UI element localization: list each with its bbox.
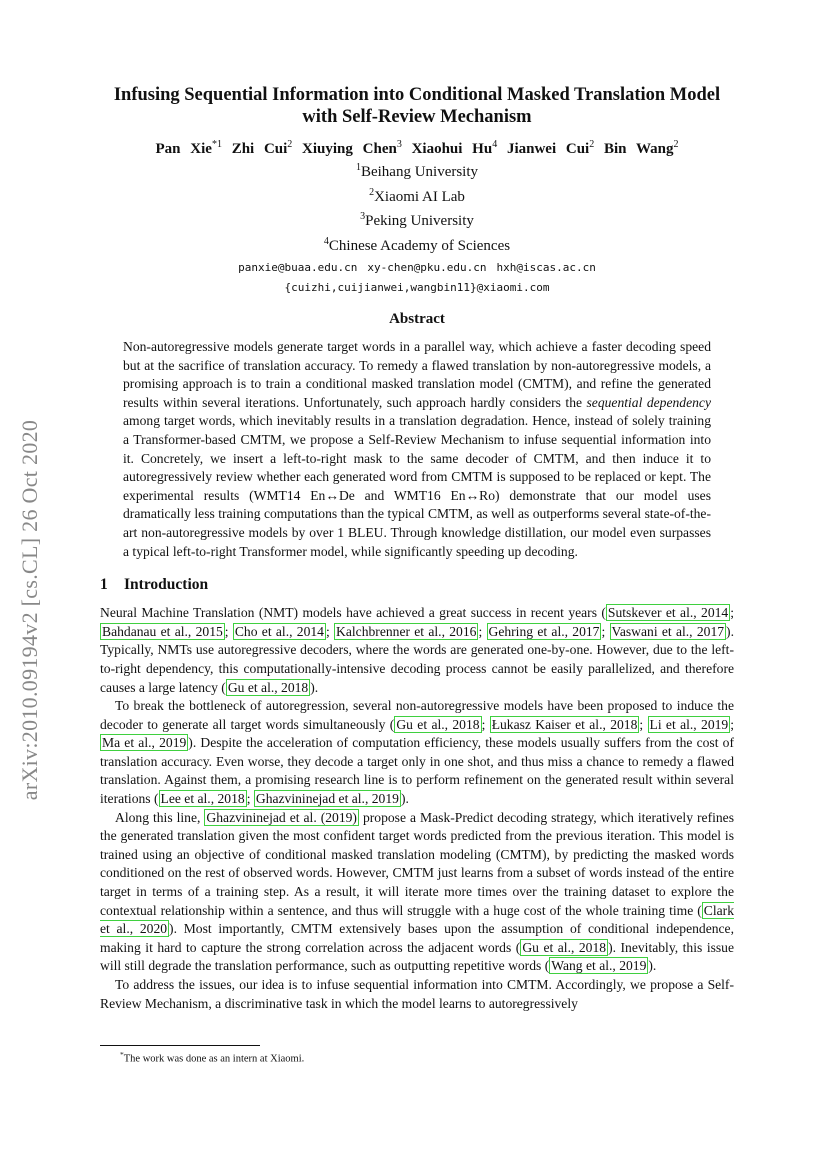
affiliation-list (100, 158, 734, 256)
author-name: Bin Wang$^2$ (603, 139, 679, 157)
citation-link[interactable]: Gu et al., 2018 (522, 939, 607, 955)
section-number: 1 (100, 576, 108, 594)
citation-link[interactable]: Cho et al., 2014 (234, 623, 324, 639)
citation-link[interactable]: Kalchbrenner et al., 2016 (336, 623, 477, 639)
author-affiliation-mark: 2 (287, 139, 293, 150)
abstract-part-1: Non-autoregressive models generate target words in a parallel way, which achieve a faster decoding speed but at the sacrifice of translation accuracy. To remedy a flawed translation by non-autoregressive models, a promising approach is to train a conditional masked translation model (CMTM), and refine the generated results within several iterations. Unfortunately, such approach hardly considers the (123, 339, 711, 410)
footnote-rule (100, 1045, 260, 1046)
author-affiliation-mark: 2 (589, 139, 595, 150)
author-name: Jianwei Cui$^2$ (506, 139, 595, 157)
introduction-body (100, 604, 734, 1013)
affiliation: $^3$Peking University (360, 211, 474, 229)
citation-link[interactable]: Łukasz Kaiser et al., 2018 (491, 716, 638, 732)
abstract-part-2: among target words, which inevitably results in a translation degradation. Hence, instead of solely training a Transformer-based CMTM, we propose a Self-Review Mechanism to infuse sequential information into it. Concretely, we insert a left-to-right mask to the same decoder of CMTM, and then induce it to autoregressively review whether each generated word from CMTM is supposed to be replaced or kept. The experimental results (WMT14 En↔De and WMT16 En↔Ro) demonstrate that our model uses dramatically less training computations than the typical CMTM, as well as outperforms several state-of-the-art non-autoregressive models by over 1 BLEU. Through knowledge distillation, our model even surpasses a typical left-to-right Transformer model, while significantly speeding up decoding. (123, 413, 711, 559)
citation-link[interactable]: Clark et al., 2020 (100, 902, 734, 937)
abstract-heading: Abstract (389, 311, 445, 327)
author-name: Zhi Cui$^2$ (231, 139, 293, 157)
section-title: Introduction (124, 576, 209, 594)
citation-link[interactable]: Wang et al., 2019 (551, 958, 647, 974)
email-block (100, 258, 734, 298)
author-name: Pan Xie$^{*1}$ (155, 139, 222, 157)
email-line-1 (100, 258, 734, 278)
paragraph-4: To address the issues, our idea is to infuse sequential information into CMTM. Accordingly, we propose a Self-Review Mechanism, a discriminative task in which the model learns to autoregressively (100, 977, 734, 1011)
paragraph-3: Along this line, Ghazvininejad et al. (2019) propose a Mask-Predict decoding strategy, which iteratively refines the generated translation given the most confident target words predicted from the previous iteration. This model is trained using an objective of conditional masked translation modeling (CMTM), by predicting the masked words conditioned on the rest of observed words. However, CMTM just learns from a subset of words instead of the entire target in terms of a training step. As a result, it will iterate more times over the training dataset to explore the contextual relationship within a sentence, and thus will struggle with a huge cost of the whole training time ( Clark et al., 2020 ). Most importantly, CMTM extensively bases upon the assumption of conditional independence, making it hard to capture the strong correlation across the adjacent words ( Gu et al., 2018 ). Inevitably, this issue will still degrade the translation performance, such as outputting repetitive words ( Wang et al., 2019 ). (100, 809, 735, 974)
citation-link[interactable]: Gehring et al., 2017 (488, 623, 600, 639)
author-affiliation-mark: 2 (673, 139, 679, 150)
paragraph-2: To break the bottleneck of autoregression, several non-autoregressive models have been proposed to induce the decoder to generate all target words simultaneously ( Gu et al., 2018 ; Łukasz Kaiser et al., 2018 ; Li et al., 2019 ; Ma et al., 2019 ). Despite the acceleration of computation efficiency, these models usually suffers from the cost of translation accuracy. Even worse, they decode a target only in one shot, and thus miss a chance to remedy a flawed translation. Against them, a promising research line is to perform refinement on the generated result within several iterations ( Lee et al., 2018 ; Ghazvininejad et al., 2019 ). (100, 698, 734, 807)
citation-link[interactable]: Bahdanau et al., 2015 (102, 623, 223, 639)
footnote-mark: * (120, 1050, 124, 1059)
citation-link[interactable]: Ghazvininejad et al. (2019) (206, 809, 357, 825)
abstract-italic-term: sequential dependency (586, 394, 711, 410)
author-affiliation-mark: 4 (492, 139, 498, 150)
author-email: hxh@iscas.ac.cn (496, 261, 596, 274)
email-line-2: {cuizhi,cuijianwei,wangbin11}@xiaomi.com (284, 281, 550, 294)
author-list (100, 139, 734, 158)
author-email: xy-chen@pku.edu.cn (367, 261, 487, 274)
citation-link[interactable]: Gu et al., 2018 (396, 716, 480, 732)
footnote (120, 1050, 304, 1065)
author-affiliation-mark: *1 (211, 139, 222, 150)
abstract-text (123, 338, 711, 561)
author-affiliation-mark: 3 (396, 139, 402, 150)
citation-link[interactable]: Ma et al., 2019 (102, 735, 187, 751)
citation-link[interactable]: Gu et al., 2018 (227, 679, 309, 695)
paper-page (100, 84, 734, 1013)
citation-link[interactable]: Sutskever et al., 2014 (607, 605, 729, 621)
author-email: panxie@buaa.edu.cn (238, 261, 358, 274)
citation-link[interactable]: Lee et al., 2018 (160, 791, 245, 807)
citation-link[interactable]: Vaswani et al., 2017 (611, 623, 725, 639)
affiliation: $^2$Xiaomi AI Lab (369, 186, 465, 205)
arxiv-identifier: arXiv:2010.09194v2 [cs.CL] 26 Oct 2020 (17, 419, 42, 801)
citation-link[interactable]: Li et al., 2019 (649, 716, 729, 732)
author-name: Xiuying Chen$^3$ (302, 139, 402, 157)
section-heading-introduction (100, 576, 734, 594)
affiliation-mark: 3 (360, 211, 366, 222)
affiliation: $^1$Beihang University (355, 162, 479, 180)
footnote-text: The work was done as an intern at Xiaomi. (123, 1053, 305, 1065)
affiliation: $^4$Chinese Academy of Sciences (323, 235, 511, 254)
affiliation-mark: 2 (369, 186, 375, 198)
citation-link[interactable]: Ghazvininejad et al., 2019 (255, 791, 399, 807)
arxiv-sidebar (10, 365, 50, 855)
affiliation-mark: 1 (355, 162, 361, 173)
paper-title: Infusing Sequential Information into Conditional Masked Translation Model with Self-Review Mechanism (113, 85, 721, 127)
affiliation-mark: 4 (323, 235, 329, 247)
paragraph-1: Neural Machine Translation (NMT) models have achieved a great success in recent years ( Sutskever et al., 2014 ; Bahdanau et al., 2015 ; Cho et al., 2014 ; Kalchbrenner et al., 2016 ; Gehring et al., 2017 ; Vaswani et al., 2017 ). Typically, NMTs use autoregressive decoders, where the words are generated one-by-one. However, due to the left-to-right dependency, this computationally-intensive decoding process cannot be easily parallelized, and therefore causes a large latency ( Gu et al., 2018 ). (100, 605, 734, 695)
author-name: Xiaohui Hu$^4$ (411, 139, 498, 157)
